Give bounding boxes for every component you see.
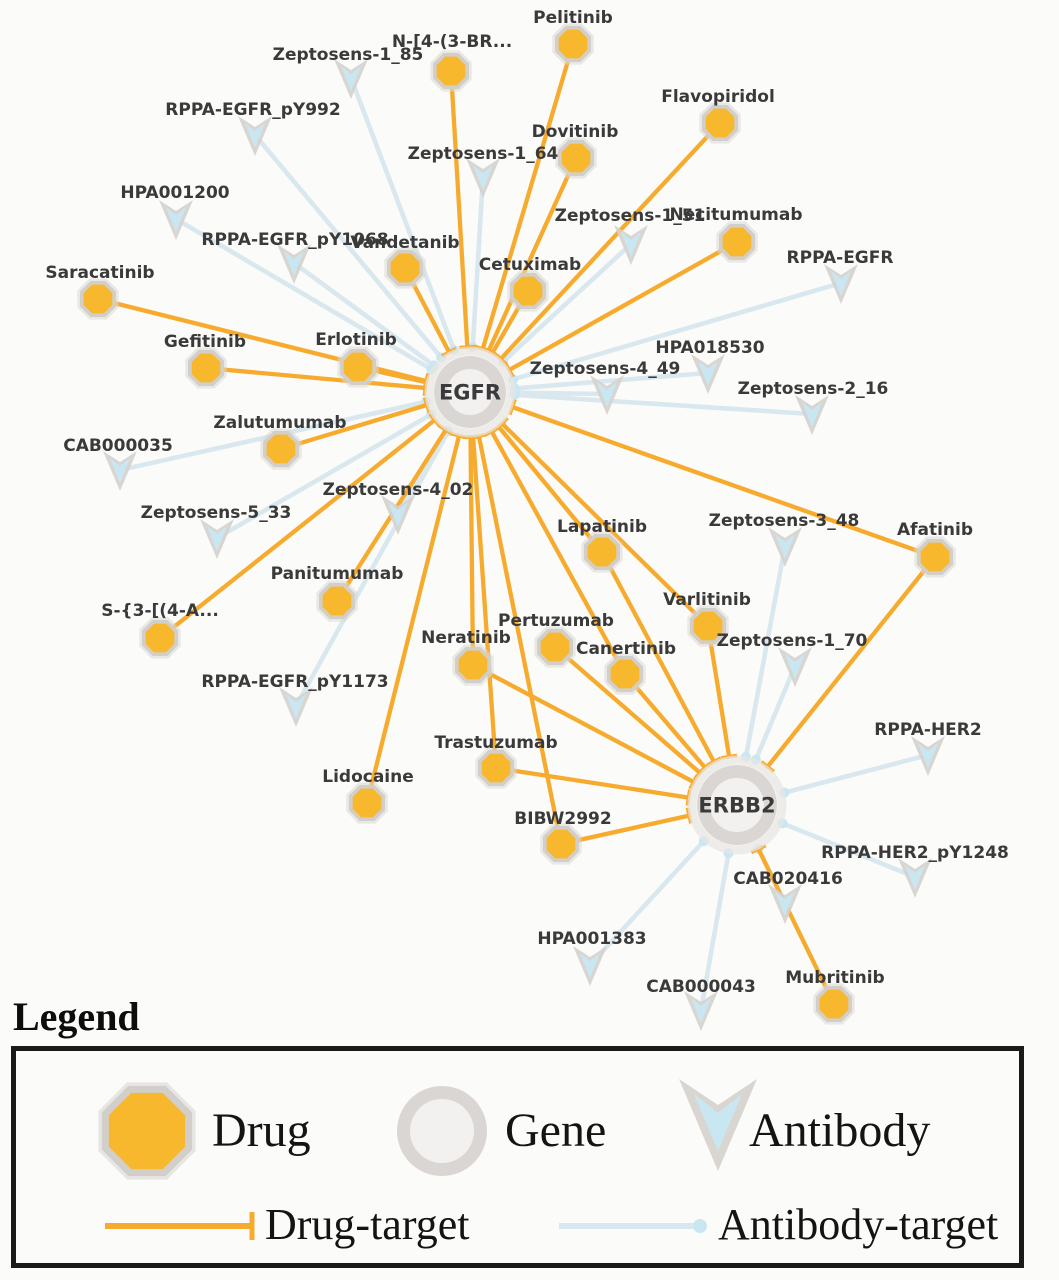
antibody-label-hpa018530: HPA018530 [655,338,765,359]
drug-label-lidocaine: Lidocaine [322,767,414,788]
drug-node-lidocaine[interactable] [351,787,383,819]
drug-label-canertinib: Canertinib [575,639,677,660]
antibody-target-edge-icon [557,1209,722,1243]
drug-node-pelitinib[interactable] [557,28,589,60]
antibody-label-cab000035: CAB000035 [63,436,173,457]
drug-label-zalutumumab: Zalutumumab [213,413,347,434]
drug-target-edge-icon [103,1209,273,1243]
drug-node-erlotinib[interactable] [342,351,374,383]
antibody-node-hpa001200[interactable] [159,200,193,240]
antibody-label-cab000043: CAB000043 [646,977,756,998]
antibody-label-zeptosens-4-02: Zeptosens-4_02 [322,480,474,501]
drug-label-neratinib: Neratinib [421,628,511,649]
drug-node-zalutumumab[interactable] [265,433,297,465]
drug-node-mubritinib[interactable] [818,988,850,1020]
antibody-label-zeptosens-1-51: Zeptosens-1_51 [554,206,706,227]
drug-node-panitumumab[interactable] [321,585,353,617]
drug-node-s3-4a[interactable] [144,622,176,654]
antibody-label-hpa001200: HPA001200 [120,183,230,204]
antibody-node-cab000035[interactable] [103,451,137,491]
drug-label-dovitinib: Dovitinib [531,122,619,143]
antibody-label-zeptosens-3-48: Zeptosens-3_48 [708,511,860,532]
drug-node-necitumumab[interactable] [721,226,753,258]
drug-label-afatinib: Afatinib [896,520,974,541]
drug-icon [95,1079,199,1183]
legend-title: Legend [13,994,140,1039]
drug-label-saracatinib: Saracatinib [45,263,155,284]
legend-antibody-label: Antibody [749,1104,931,1157]
drug-label-necitumumab: Necitumumab [669,205,803,226]
drug-label-bibw2992: BIBW2992 [514,809,612,830]
drug-label-pelitinib: Pelitinib [533,8,613,29]
edge-drug-target-n4-3br-egfr [451,71,467,347]
drug-node-gefitinib[interactable] [190,352,222,384]
drug-label-flavopiridol: Flavopiridol [661,87,775,108]
legend-gene-label: Gene [505,1104,607,1157]
antibody-label-rppa-egfr-py1173: RPPA-EGFR_pY1173 [201,672,389,693]
antibody-label-zeptosens-5-33: Zeptosens-5_33 [140,503,292,524]
drug-label-panitumumab: Panitumumab [270,564,404,585]
drug-label-n4-3br: N-[4-(3-BR... [391,32,513,53]
antibody-label-zeptosens-1-85: Zeptosens-1_85 [272,45,424,66]
edge-antibody-target-rppa-her2-erbb2 [784,755,928,793]
antibody-label-zeptosens-1-64: Zeptosens-1_64 [407,144,559,165]
drug-label-varlitinib: Varlitinib [663,590,751,611]
antibody-label-cab020416: CAB020416 [733,869,843,890]
antibody-label-zeptosens-1-70: Zeptosens-1_70 [716,631,868,652]
drug-label-erlotinib: Erlotinib [315,330,397,351]
antibody-label-rppa-egfr-py1068: RPPA-EGFR_pY1068 [201,230,389,251]
antibody-label-rppa-her2-py1248: RPPA-HER2_pY1248 [821,843,1009,864]
gene-label-erbb2: ERBB2 [698,793,776,818]
antibody-node-zeptosens-1-70[interactable] [778,647,812,687]
edge-drug-target-trastuzumab-egfr [473,437,496,768]
drug-node-pertuzumab[interactable] [539,631,571,663]
drug-label-vandetanib: Vandetanib [350,233,460,254]
drug-node-canertinib[interactable] [609,658,641,690]
legend-box [11,1046,1024,1268]
drug-node-cetuximab[interactable] [512,275,544,307]
legend-drug-label: Drug [212,1104,311,1157]
gene-node-egfr[interactable] [429,351,511,433]
gene-label-egfr: EGFR [438,380,502,405]
antibody-label-rppa-egfr: RPPA-EGFR [786,248,894,269]
drug-node-n4-3br[interactable] [435,55,467,87]
drug-node-trastuzumab[interactable] [480,752,512,784]
antibody-label-rppa-her2: RPPA-HER2 [874,720,982,741]
antibody-node-cab020416[interactable] [768,884,802,924]
antibody-node-zeptosens-3-48[interactable] [768,527,802,567]
antibody-label-hpa001383: HPA001383 [537,929,647,950]
drug-node-neratinib[interactable] [457,649,489,681]
drug-label-lapatinib: Lapatinib [557,517,647,538]
drug-label-mubritinib: Mubritinib [785,968,885,989]
edge-drug-target-trastuzumab-erbb2 [496,768,689,798]
antibody-node-zeptosens-1-51[interactable] [614,225,648,265]
gene-icon [392,1081,492,1181]
drug-node-dovitinib[interactable] [560,142,592,174]
drug-node-lapatinib[interactable] [586,536,618,568]
legend-antibody-target-label: Antibody-target [718,1200,999,1249]
drug-node-bibw2992[interactable] [545,828,577,860]
drug-node-vandetanib[interactable] [389,252,421,284]
drug-node-saracatinib[interactable] [82,283,114,315]
drug-node-afatinib[interactable] [919,541,951,573]
drug-label-gefitinib: Gefitinib [163,332,247,353]
antibody-node-rppa-egfr-py1173[interactable] [279,687,313,727]
drug-label-pertuzumab: Pertuzumab [498,611,614,632]
drug-label-cetuximab: Cetuximab [478,255,582,276]
antibody-node-zeptosens-5-33[interactable] [200,519,234,559]
antibody-label-zeptosens-4-49: Zeptosens-4_49 [529,359,681,380]
antibody-node-rppa-egfr[interactable] [824,264,858,304]
label-layer [45,8,1008,997]
drug-label-s3-4a: S-{3-[(4-A... [101,601,219,622]
antibody-label-zeptosens-2-16: Zeptosens-2_16 [737,379,889,400]
antibody-label-rppa-egfr-py992: RPPA-EGFR_pY992 [165,100,341,121]
antibody-node-rppa-her2-py1248[interactable] [898,858,932,898]
legend-drug-target-label: Drug-target [265,1200,470,1249]
drug-node-flavopiridol[interactable] [704,107,736,139]
gene-node-erbb2[interactable] [692,760,782,850]
antibody-node-hpa001383[interactable] [573,946,607,986]
antibody-node-zeptosens-4-02[interactable] [381,495,415,535]
drug-label-trastuzumab: Trastuzumab [434,733,558,754]
edge-antibody-target-zeptosens-3-48-erbb2 [746,546,785,757]
